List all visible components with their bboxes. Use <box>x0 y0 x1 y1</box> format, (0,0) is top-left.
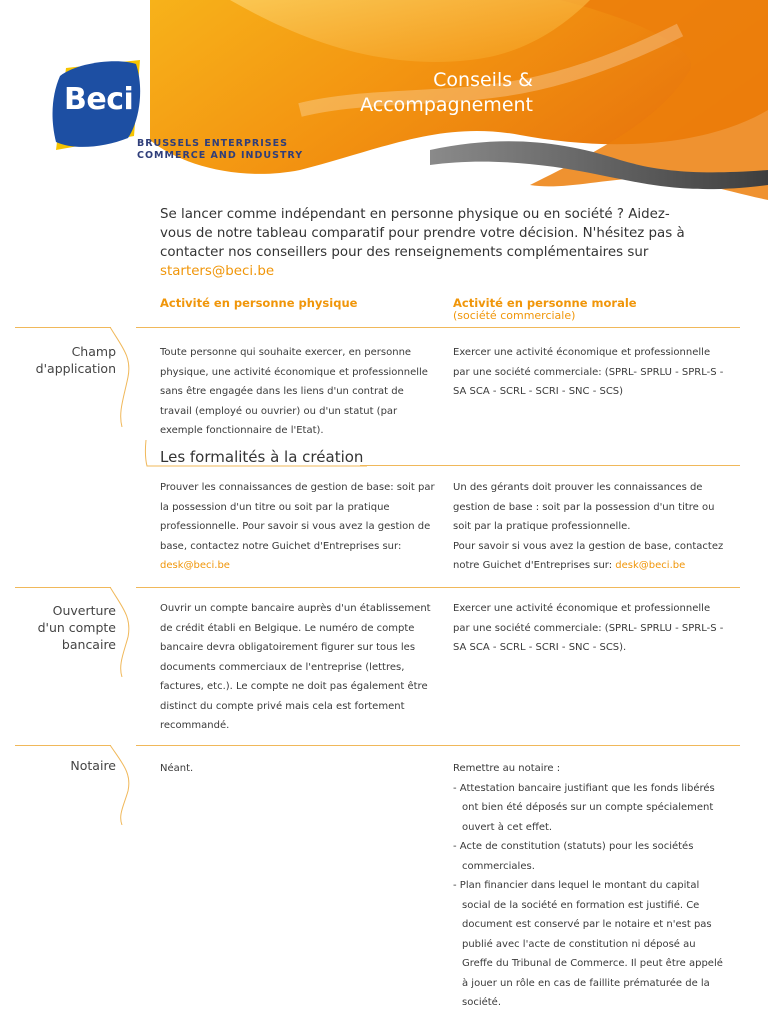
row-curve <box>108 327 138 427</box>
cell-champ-physique: Toute personne qui souhaite exercer, en personne physique, une activité économique et professionnelle sans être engagée dans les liens d'un contrat de travail (employé ou ouvrier) ou d'un statut (par exemple fonctionnaire de l'Etat). <box>160 347 428 436</box>
list-item: - Plan financier dans lequel le montant du capital social de la société en formation est justifié. Ce document est conservé par le notaire et n'est pas publié avec l'acte de constitution ni déposé au Greffe du Tribunal de Commerce. Il peut être appelé à jouer un rôle en cas de faillite prématurée de la société. <box>453 880 723 1008</box>
row-label-champ: Champ d'application <box>35 344 116 376</box>
divider <box>360 465 740 466</box>
tagline: BRUSSELS ENTERPRISES COMMERCE AND INDUSTRY <box>137 138 304 161</box>
list-item: - Acte de constitution (statuts) pour les sociétés commerciales. <box>453 841 694 872</box>
cell-compte-morale: Exercer une activité économique et professionnelle par une société commerciale: (SPRL- SPRLU - SPRL-S - SA SCA - SCRL - SCRI - SNC - SCS). <box>453 603 724 653</box>
divider <box>136 587 740 588</box>
intro-paragraph: Se lancer comme indépendant en personne physique ou en société ? Aidez-vous de notre tableau comparatif pour prendre votre décision. N'hésitez pas à contacter nos conseillers pour des renseignements complémentaires sur starters@beci.be <box>160 207 685 279</box>
divider <box>15 327 111 328</box>
cell-compte-physique: Ouvrir un compte bancaire auprès d'un établissement de crédit établi en Belgique. Le numéro de compte bancaire devra obligatoirement figurer sur tous les documents commerciaux de l'entreprise (lettres, factures, etc.). Le compte ne doit pas également être distinct du compte privé mais cela est fortement recommandé. <box>160 603 431 731</box>
section-title-formalites: Les formalités à la création <box>160 448 364 466</box>
divider <box>136 745 740 746</box>
divider <box>15 587 111 588</box>
row-label-notaire: Notaire <box>70 758 116 773</box>
list-item: - Attestation bancaire justifiant que les fonds libérés ont bien été déposés sur un compte spécialement ouvert à cet effet. <box>453 782 715 833</box>
cell-notaire-physique: Néant. <box>160 763 194 774</box>
desk-email-link[interactable]: desk@beci.be <box>615 560 686 571</box>
divider <box>136 327 740 328</box>
cell-champ-morale: Exercer une activité économique et professionnelle par une société commerciale: (SPRL- SPRLU - SPRL-S - SA SCA - SCRL - SCRI - SNC - SCS) <box>453 347 724 397</box>
desk-email-link[interactable]: desk@beci.be <box>160 560 230 571</box>
page-title: Conseils & Accompagnement <box>360 69 533 116</box>
starters-email-link[interactable]: starters@beci.be <box>160 264 275 279</box>
cell-formalites-morale: Un des gérants doit prouver les connaissances de gestion de base : soit par la possession d'un titre ou soit par la pratique professionnelle. Pour savoir si vous avez la gestion de base, contactez notre Guichet d'Entreprises sur: desk@beci.be <box>453 482 724 571</box>
row-label-compte: Ouverture d'un compte bancaire <box>37 603 116 652</box>
column-header-morale: Activité en personne morale (société commerciale) <box>453 296 637 322</box>
column-header-physique: Activité en personne physique <box>160 296 358 310</box>
cell-formalites-physique: Prouver les connaissances de gestion de base: soit par la possession d'un titre ou soit par la pratique professionnelle. Pour savoir si vous avez la gestion de base, contactez notre Guichet d'Entreprises sur: desk@beci.be <box>160 482 435 571</box>
divider <box>15 745 111 746</box>
logo-text: Beci <box>64 82 134 117</box>
cell-notaire-morale: Remettre au notaire : - Attestation bancaire justifiant que les fonds libérés ont bien été déposés sur un compte spécialement ouvert à cet effet. - Acte de constitution (statuts) pour les sociétés commerciales. - Plan financier dans lequel le montant du capital social de la société en formation est justifié. Ce document est conservé par le notaire et n'est pas publié avec l'acte de constitution ni déposé au Greffe du Tribunal de Commerce. Il peut être appelé à jouer un rôle en cas de faillite prématurée de la société. <box>453 759 728 1013</box>
